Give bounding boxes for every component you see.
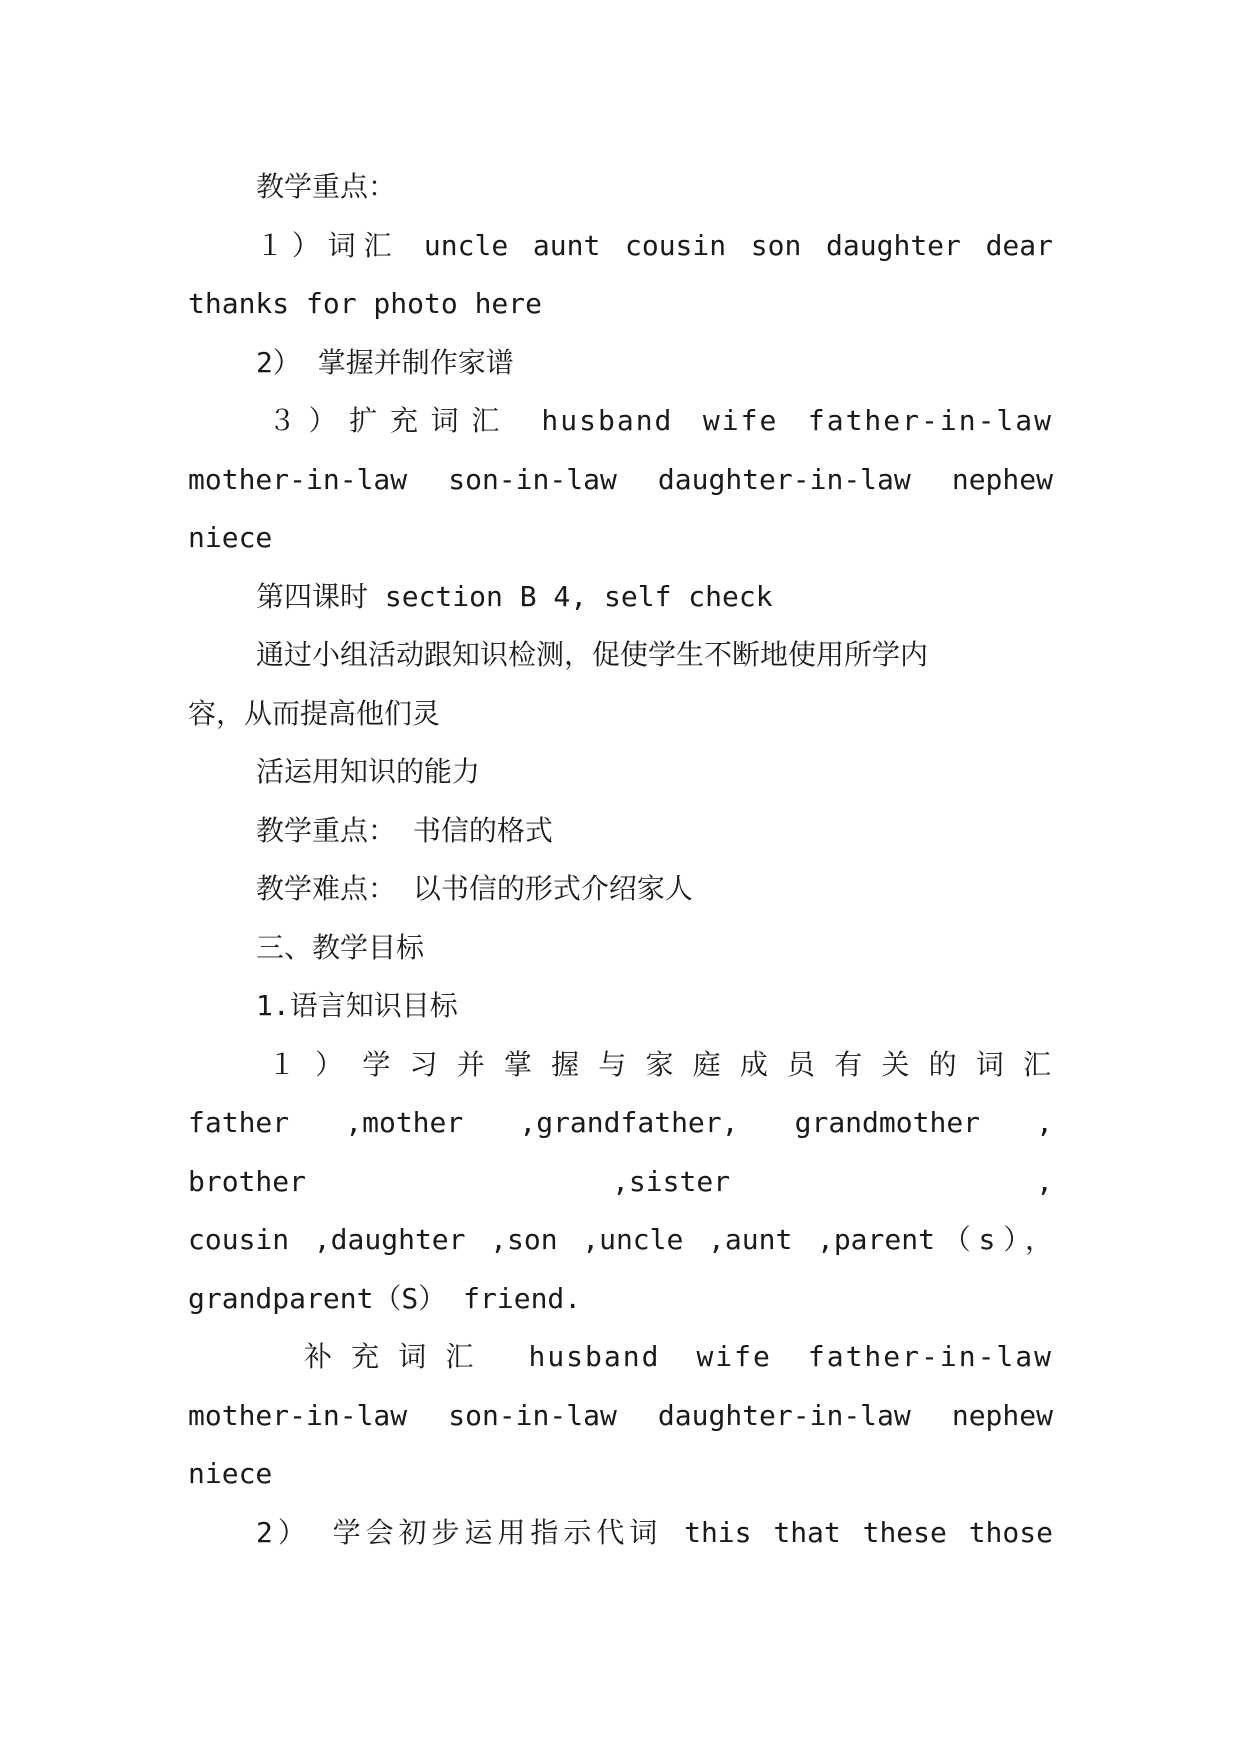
paragraph-line: ３）扩充词汇 husband wife father-in-law <box>268 404 1053 437</box>
paragraph-line: 2） 学会初步运用指示代词 this that these those <box>256 1515 1053 1549</box>
paragraph-line: 容，从而提高他们灵 <box>188 696 441 730</box>
paragraph-line: cousin ,daughter ,son ,uncle ,aunt ,parent（s）， <box>188 1223 1053 1256</box>
paragraph-line: mother-in-law son-in-law daughter-in-law nephew <box>188 462 1053 496</box>
paragraph-line: niece <box>188 521 273 554</box>
paragraph-line: 补充词汇 husband wife father-in-law <box>304 1340 1053 1373</box>
lesson-heading: 第四课时 section B 4, self check <box>256 579 773 613</box>
paragraph-line: thanks for photo here <box>188 287 543 320</box>
paragraph-line: 教学重点： 书信的格式 <box>256 813 553 847</box>
paragraph-line: 活运用知识的能力 <box>256 755 481 788</box>
paragraph-line: 教学难点： 以书信的形式介绍家人 <box>256 872 693 905</box>
paragraph-line: 通过小组活动跟知识检测，促使学生不断地使用所学内 <box>256 638 929 671</box>
paragraph-line: grandparent（S） friend. <box>188 1281 582 1315</box>
paragraph-line: father ,mother ,grandfather, grandmother , <box>188 1106 1053 1139</box>
heading-teaching-focus: 教学重点： <box>256 170 397 203</box>
paragraph-line: brother ,sister , <box>188 1164 1053 1198</box>
paragraph-line: niece <box>188 1457 273 1490</box>
section-heading: 三、教学目标 <box>256 930 425 964</box>
document-body <box>188 158 1053 1562</box>
paragraph-line: １）学习并掌握与家庭成员有关的词汇 <box>268 1047 1053 1081</box>
subsection-heading: 1.语言知识目标 <box>256 989 458 1022</box>
paragraph-line: mother-in-law son-in-law daughter-in-law nephew <box>188 1398 1053 1432</box>
paragraph-line: 2） 掌握并制作家谱 <box>256 345 514 379</box>
paragraph-line: １）词汇 uncle aunt cousin son daughter dear <box>256 228 1053 262</box>
